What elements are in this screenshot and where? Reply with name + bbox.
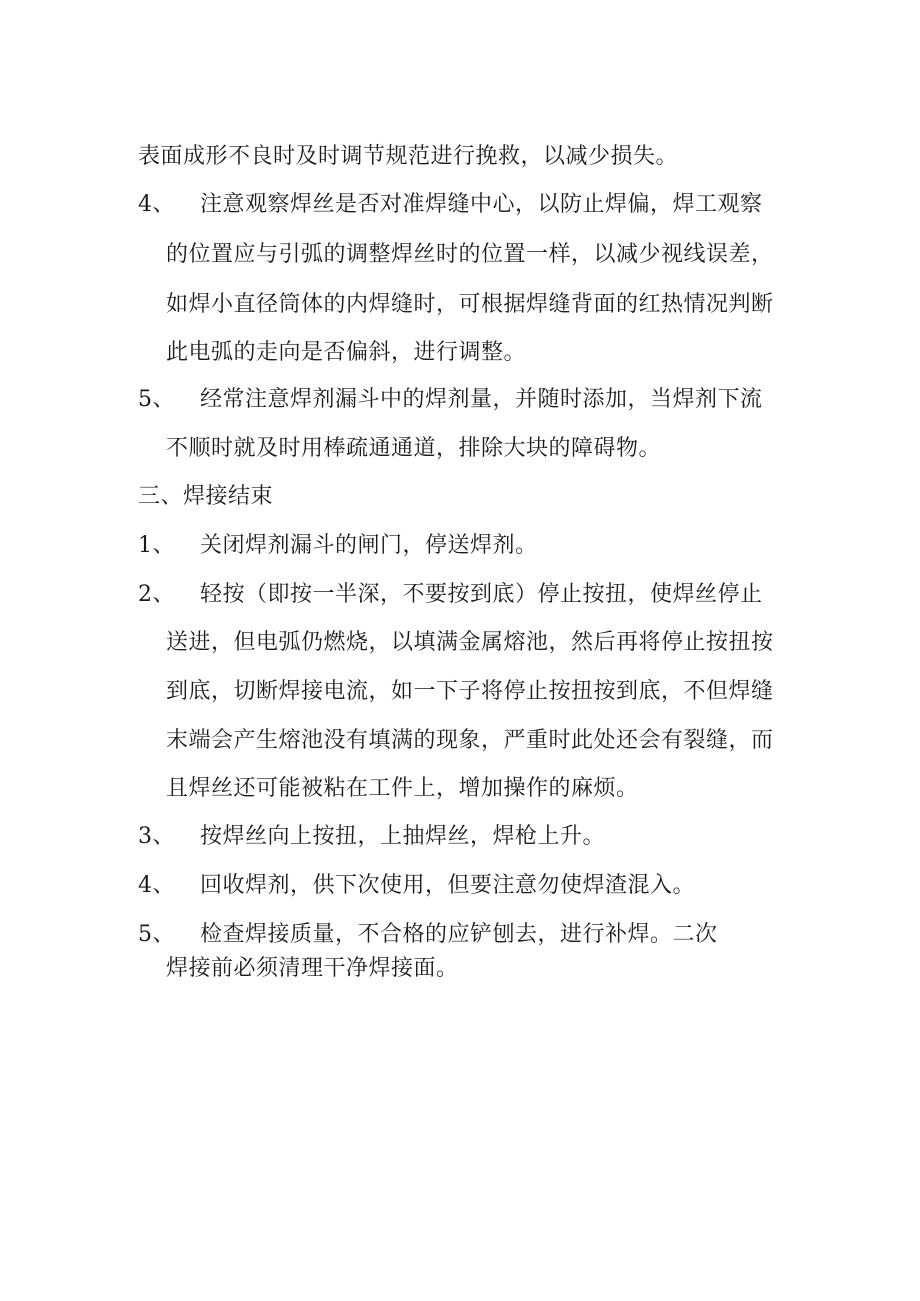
item-text-line: 不顺时就及时用棒疏通通道，排除大块的障碍物。 — [166, 436, 662, 461]
paragraph-continuation: 表面成形不良时及时调节规范进行挽救，以减少损失。 — [138, 144, 679, 169]
item-text-line: 送进，但电弧仍燃烧，以填满金属熔池，然后再将停止按扭按 — [166, 630, 774, 655]
item-text-line: 轻按（即按一半深，不要按到底）停止按扭，使焊丝停止 — [200, 582, 763, 607]
item-number: 5、 — [138, 922, 175, 947]
item-text-line: 如焊小直径筒体的内焊缝时，可根据焊缝背面的红热情况判断 — [166, 292, 774, 317]
section-heading: 三、焊接结束 — [138, 484, 274, 509]
item-text-line: 回收焊剂，供下次使用，但要注意勿使焊渣混入。 — [200, 873, 696, 898]
item-text-line: 经常注意焊剂漏斗中的焊剂量，并随时添加，当焊剂下流 — [200, 387, 763, 412]
item-text-line: 到底，切断焊接电流，如一下子将停止按扭按到底，不但焊缝 — [166, 679, 774, 704]
item-number: 4、 — [138, 873, 175, 898]
item-text-line: 注意观察焊丝是否对准焊缝中心，以防止焊偏，焊工观察 — [200, 192, 763, 217]
item-text-line: 按焊丝向上按扭，上抽焊丝，焊枪上升。 — [200, 824, 606, 849]
item-number: 5、 — [138, 387, 175, 412]
item-number: 4、 — [138, 192, 175, 217]
item-number: 3、 — [138, 824, 175, 849]
item-text-line: 的位置应与引弧的调整焊丝时的位置一样，以减少视线误差， — [166, 242, 774, 267]
item-text-line: 关闭焊剂漏斗的闸门，停送焊剂。 — [200, 533, 538, 558]
item-text-line: 且焊丝还可能被粘在工件上，增加操作的麻烦。 — [166, 776, 639, 801]
item-text-line: 焊接前必须清理干净焊接面。 — [166, 956, 459, 981]
item-number: 2、 — [138, 582, 175, 607]
item-number: 1、 — [138, 533, 175, 558]
item-text-line: 检查焊接质量，不合格的应铲刨去，进行补焊。二次 — [200, 922, 718, 947]
item-text-line: 此电弧的走向是否偏斜，进行调整。 — [166, 340, 527, 365]
item-text-line: 末端会产生熔池没有填满的现象，严重时此处还会有裂缝，而 — [166, 728, 774, 753]
